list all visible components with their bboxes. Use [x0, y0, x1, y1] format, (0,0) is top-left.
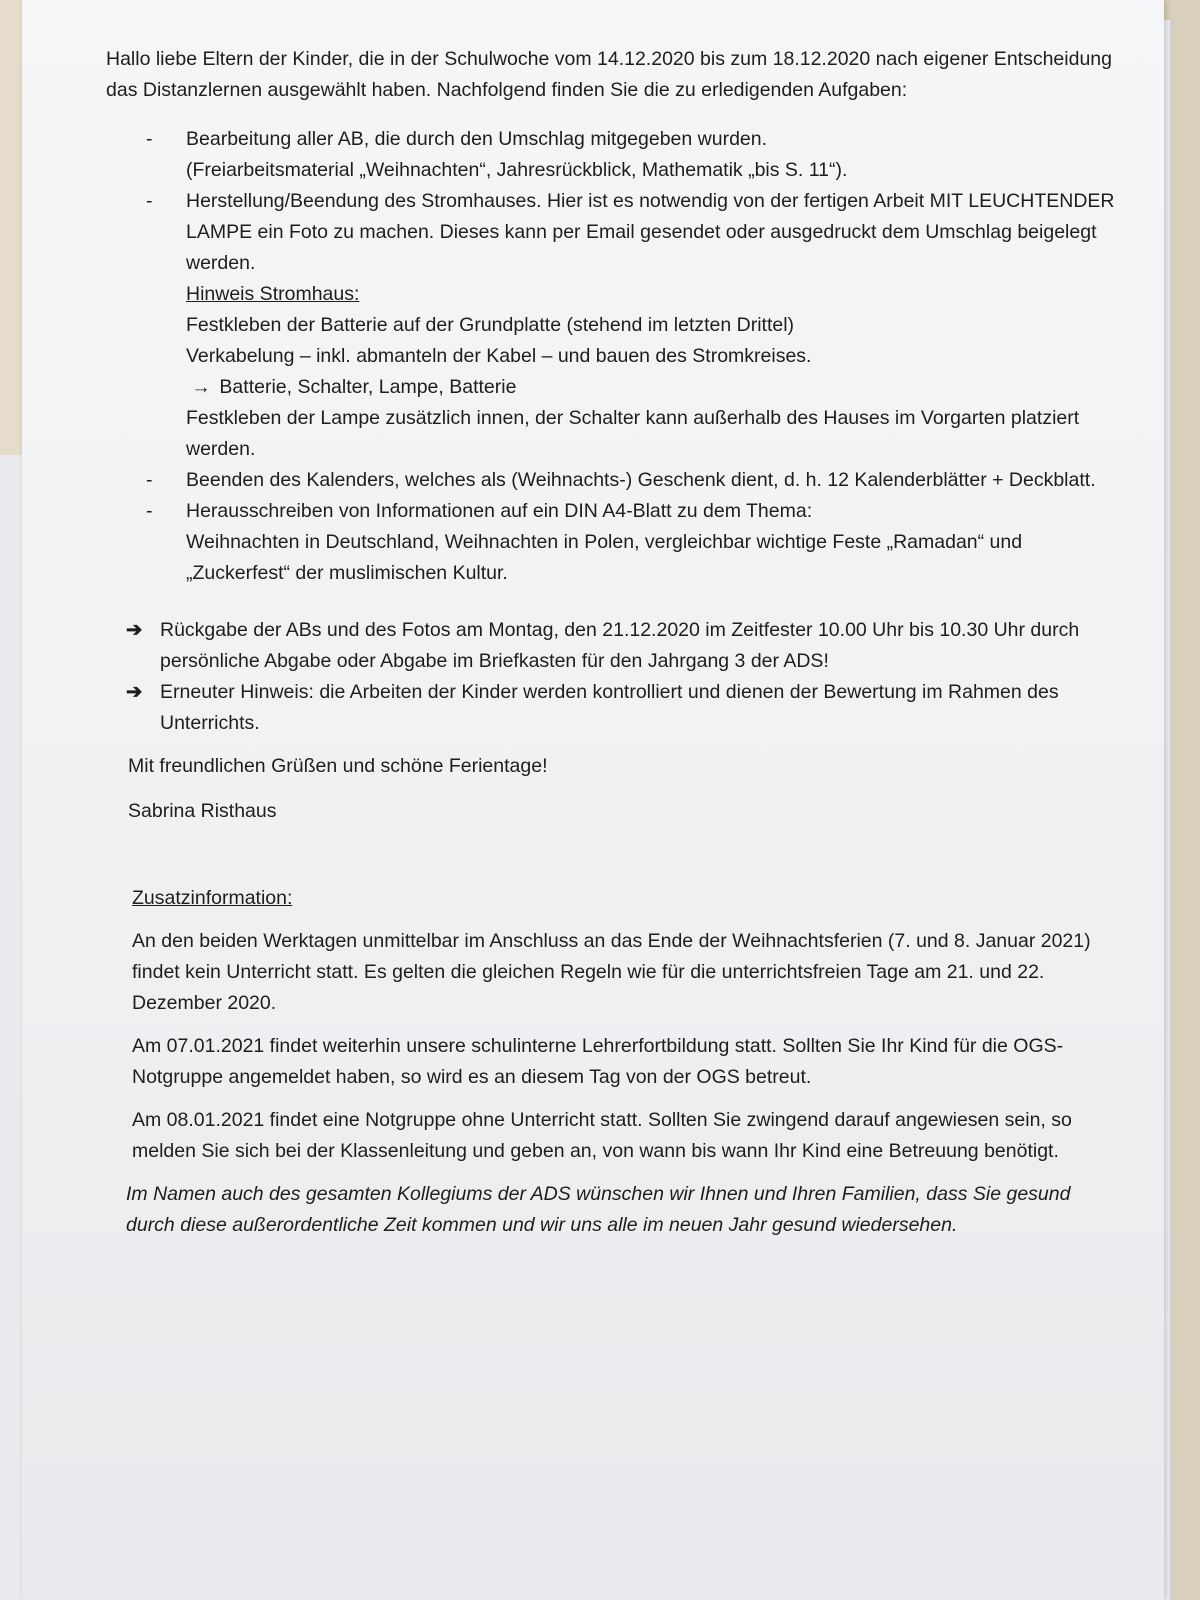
letter-page: [22, 0, 1164, 1600]
hint-title: Hinweis Stromhaus:: [186, 283, 360, 305]
hint-line: [186, 372, 1116, 403]
hint-line-text: Batterie, Schalter, Lampe, Batterie: [219, 376, 517, 398]
extra-info-title: Zusatzinformation:: [132, 887, 293, 909]
task-text: Weihnachten in Deutschland, Weihnachten in Polen, vergleichbar wichtige Feste „Ramadan“ und „Zuckerfest“ der muslimischen Kultur.: [186, 531, 1023, 584]
closing-paragraph: Im Namen auch des gesamten Kollegiums der ADS wünschen wir Ihnen und Ihren Familien, dass Sie gesund durch diese außerordentliche Zeit kommen und wir uns alle im neuen Jahr gesund wiedersehen.: [126, 1183, 1071, 1236]
hint-line: Festkleben der Batterie auf der Grundplatte (stehend im letzten Drittel): [186, 314, 795, 336]
extra-info-paragraph: Am 07.01.2021 findet weiterhin unsere schulinterne Lehrerfortbildung statt. Sollten Sie Ihr Kind für die OGS-Notgruppe angemeldet haben, so wird es an diesem Tag von der OGS betreut.: [132, 1035, 1064, 1088]
task-text: (Freiarbeitsmaterial „Weihnachten“, Jahresrückblick, Mathematik „bis S. 11“).: [186, 159, 848, 181]
signature: Sabrina Risthaus: [128, 800, 277, 822]
spacer: [106, 589, 1116, 615]
task-list: [106, 124, 1116, 589]
task-text: Herstellung/Beendung des Stromhauses. Hier ist es notwendig von der fertigen Arbeit MIT LEUCHTENDER LAMPE ein Foto zu machen. Dieses kann per Email gesendet oder ausgedruckt dem Umschlag beigelegt werden.: [186, 190, 1115, 274]
list-dash: -: [146, 469, 153, 491]
extra-info-paragraph: Am 08.01.2021 findet eine Notgruppe ohne Unterricht statt. Sollten Sie zwingend darauf angewiesen sein, so melden Sie sich bei der Klassenleitung und geben an, von wann bis wann Ihr Kind eine Betreuung benötigt.: [132, 1109, 1072, 1162]
notice-return: [106, 615, 1116, 677]
notice-text: Rückgabe der ABs und des Fotos am Montag, den 21.12.2020 im Zeitfester 10.00 Uhr bis 10.30 Uhr durch persönliche Abgabe oder Abgabe im Briefkasten für den Jahrgang 3 der ADS!: [160, 619, 1080, 672]
intro-paragraph: Hallo liebe Eltern der Kinder, die in der Schulwoche vom 14.12.2020 bis zum 18.12.2020 nach eigener Entscheidung das Distanzlernen ausgewählt haben. Nachfolgend finden Sie die zu erledigenden Aufgaben:: [106, 48, 1112, 101]
greeting: Mit freundlichen Grüßen und schöne Ferientage!: [128, 755, 548, 777]
list-dash: -: [146, 500, 153, 522]
hint-line: Festkleben der Lampe zusätzlich innen, der Schalter kann außerhalb des Hauses im Vorgarten platziert werden.: [186, 407, 1080, 460]
task-item-worksheets: [106, 124, 1116, 186]
letter-body: [106, 44, 1116, 1241]
arrow-icon: ➔: [126, 619, 143, 641]
task-item-information: [106, 496, 1116, 589]
notice-list: [106, 615, 1116, 739]
extra-info-paragraph: An den beiden Werktagen unmittelbar im Anschluss an das Ende der Weihnachtsferien (7. und 8. Januar 2021) findet kein Unterricht statt. Es gelten die gleichen Regeln wie für die unterrichtsfreien Tage am 21. und 22. Dezember 2020.: [132, 930, 1091, 1014]
task-text: Beenden des Kalenders, welches als (Weihnachts-) Geschenk dient, d. h. 12 Kalenderblätter + Deckblatt.: [186, 469, 1096, 491]
notice-reminder: [106, 677, 1116, 739]
list-dash: -: [146, 190, 153, 212]
notice-text: Erneuter Hinweis: die Arbeiten der Kinder werden kontrolliert und dienen der Bewertung im Rahmen des Unterrichts.: [160, 681, 1059, 734]
arrow-icon: ➔: [126, 681, 143, 703]
arrow-icon: →: [191, 376, 211, 398]
task-item-stromhaus: [106, 186, 1116, 465]
task-text: Bearbeitung aller AB, die durch den Umschlag mitgegeben wurden.: [186, 128, 768, 150]
hint-line: Verkabelung – inkl. abmanteln der Kabel – und bauen des Stromkreises.: [186, 345, 812, 367]
list-dash: -: [146, 128, 153, 150]
task-text: Herausschreiben von Informationen auf ein DIN A4-Blatt zu dem Thema:: [186, 500, 813, 522]
task-item-calendar: [106, 465, 1116, 496]
